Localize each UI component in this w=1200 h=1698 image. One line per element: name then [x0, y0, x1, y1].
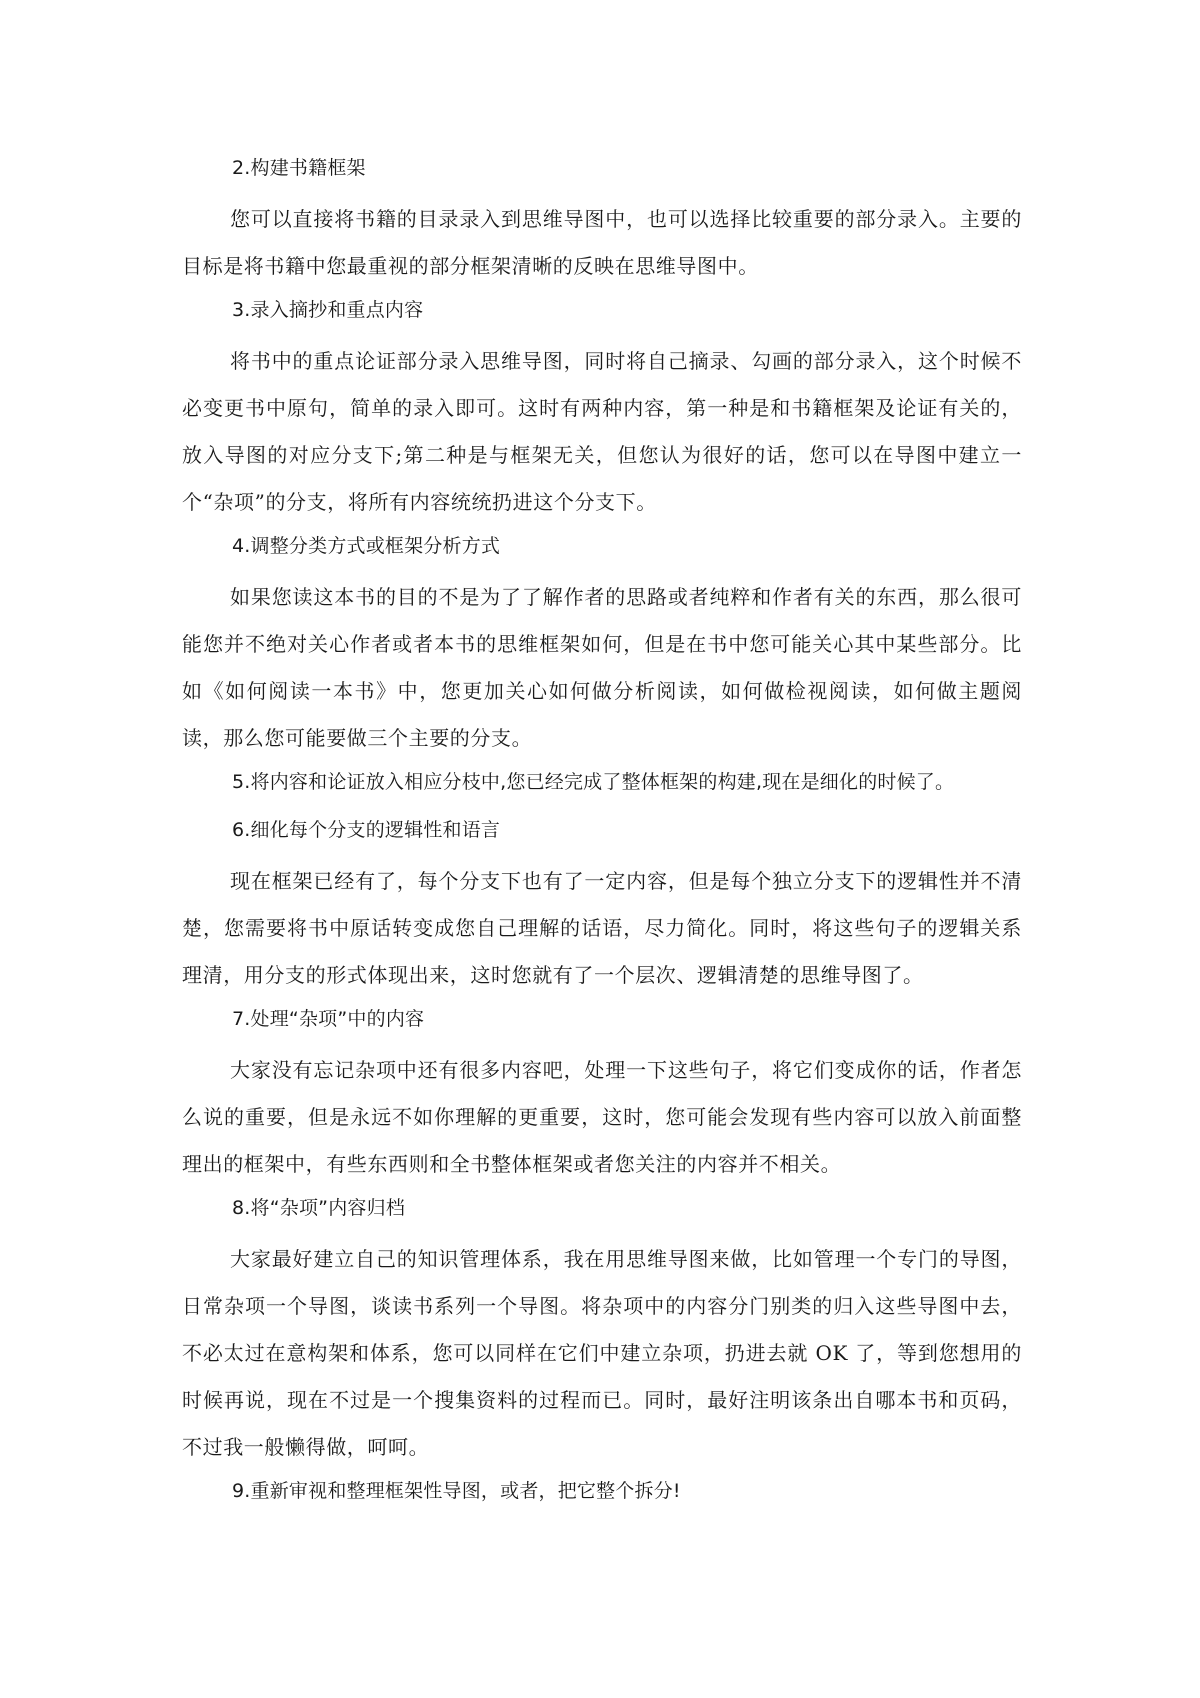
- section-4: [182, 526, 1022, 762]
- section-paragraph: 现在框架已经有了，每个分支下也有了一定内容，但是每个独立分支下的逻辑性并不清楚，您需要将书中原话转变成您自己理解的话语，尽力简化。同时，将这些句子的逻辑关系理清，用分支的形式体现出来，这时您就有了一个层次、逻辑清楚的思维导图了。: [182, 869, 1022, 987]
- section-paragraph: 大家最好建立自己的知识管理体系，我在用思维导图来做，比如管理一个专门的导图，日常杂项一个导图，谈读书系列一个导图。将杂项中的内容分门别类的归入这些导图中去，不必太过在意构架和体系，您可以同样在它们中建立杂项，扔进去就 OK 了，等到您想用的时候再说，现在不过是一个搜集资料的过程而已。同时，最好注明该条出自哪本书和页码，不过我一般懒得做，呵呵。: [182, 1247, 1022, 1459]
- section-9: [182, 1471, 1022, 1511]
- section-paragraph: 大家没有忘记杂项中还有很多内容吧，处理一下这些句子，将它们变成你的话，作者怎么说的重要，但是永远不如你理解的更重要，这时，您可能会发现有些内容可以放入前面整理出的框架中，有些东西则和全书整体框架或者您关注的内容并不相关。: [182, 1058, 1022, 1176]
- section-5: [182, 762, 1022, 802]
- section-8: [182, 1188, 1022, 1471]
- section-heading: 4.调整分类方式或框架分析方式: [232, 535, 501, 557]
- section-paragraph: 将书中的重点论证部分录入思维导图，同时将自己摘录、勾画的部分录入，这个时候不必变更书中原句，简单的录入即可。这时有两种内容，第一种是和书籍框架及论证有关的，放入导图的对应分支下;第二种是与框架无关，但您认为很好的话，您可以在导图中建立一个“杂项”的分支，将所有内容统统扔进这个分支下。: [182, 349, 1022, 514]
- section-heading: 9.重新审视和整理框架性导图，或者，把它整个拆分!: [232, 1480, 681, 1502]
- section-paragraph: 您可以直接将书籍的目录录入到思维导图中，也可以选择比较重要的部分录入。主要的目标是将书籍中您最重视的部分框架清晰的反映在思维导图中。: [182, 207, 1022, 278]
- section-heading: 2.构建书籍框架: [232, 157, 366, 179]
- section-paragraph: 如果您读这本书的目的不是为了了解作者的思路或者纯粹和作者有关的东西，那么很可能您并不绝对关心作者或者本书的思维框架如何，但是在书中您可能关心其中某些部分。比如《如何阅读一本书》中，您更加关心如何做分析阅读，如何做检视阅读，如何做主题阅读，那么您可能要做三个主要的分支。: [182, 585, 1022, 750]
- section-2: [182, 148, 1022, 290]
- section-heading: 8.将“杂项”内容归档: [232, 1197, 406, 1219]
- section-7: [182, 999, 1022, 1188]
- section-3: [182, 290, 1022, 526]
- section-heading: 6.细化每个分支的逻辑性和语言: [232, 819, 501, 841]
- document-page: [182, 148, 1022, 1519]
- section-heading: 7.处理“杂项”中的内容: [232, 1008, 425, 1030]
- section-heading: 3.录入摘抄和重点内容: [232, 299, 424, 321]
- section-6: [182, 810, 1022, 999]
- section-heading: 5.将内容和论证放入相应分枝中,您已经完成了整体框架的构建,现在是细化的时候了。: [232, 771, 955, 793]
